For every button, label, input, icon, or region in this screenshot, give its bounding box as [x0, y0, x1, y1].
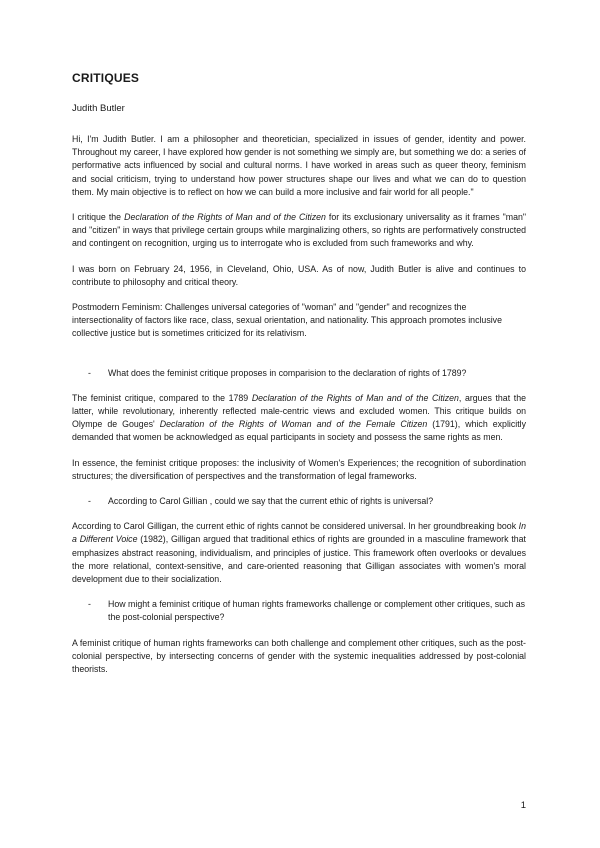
- text-run: for its exclusionary universality as it frames "man" and "citizen" in ways that privilege certain groups while marginalizing others, so rights are performatively constructed and contingent on recognition, urging us to interrogate who is excluded from such frameworks and why.: [72, 212, 526, 249]
- page-content: [72, 71, 526, 676]
- text-run: I critique the: [72, 212, 125, 223]
- biography-paragraph: I was born on February 24, 1956, in Cleveland, Ohio, USA. As of now, Judith Butler is alive and continues to contribute to philosophy and critical theory.: [72, 263, 526, 287]
- book-title: In a Different Voice: [72, 521, 526, 545]
- declaration-critique-paragraph: [72, 211, 526, 251]
- text-run: (1791), which explicitly demanded that women be acknowledged as equal participants in society and possess the same rights as men.: [72, 419, 527, 443]
- question-text: What does the feminist critique proposes in comparision to the declaration of rights of 1789?: [108, 367, 467, 378]
- text-run: , argues that the latter, while revolutionary, inherently reflected male-centric views and excluded women. This critique builds on Olympe de Gouges': [72, 392, 526, 430]
- declaration-woman-title: Declaration of the Rights of Woman and of the Female Citizen: [159, 419, 428, 430]
- bullet-dash: -: [88, 599, 91, 610]
- question-text: According to Carol Gillian , could we say that the current ethic of rights is universal?: [108, 496, 434, 507]
- declaration-title: Declaration of the Rights of Man and of the Citizen: [124, 212, 326, 223]
- question-item: [88, 495, 526, 508]
- question-item: [88, 367, 526, 380]
- page-title: CRITIQUES: [72, 71, 140, 85]
- post-colonial-paragraph: A feminist critique of human rights frameworks can both challenge and complement other critiques, such as the post-colonial perspective, by intersecting concerns of gender with the systemic inequalities addressed by post-colonial theorists.: [72, 637, 526, 675]
- feminist-critique-paragraph: [72, 392, 526, 445]
- author-name: Judith Butler: [72, 103, 125, 114]
- essence-paragraph: In essence, the feminist critique proposes: the inclusivity of Women's Experiences; the recognition of subordination structures; the diversification of perspectives and the transformation of legal frameworks.: [72, 457, 526, 481]
- question-text: How might a feminist critique of human rights frameworks challenge or complement other critiques, such as the post-colonial perspective?: [108, 599, 526, 623]
- declaration-title: Declaration of the Rights of Man and of the Citizen: [251, 392, 459, 403]
- bullet-dash: -: [88, 367, 91, 378]
- text-run: The feminist critique, compared to the 1789: [72, 392, 252, 403]
- question-item: [88, 598, 526, 624]
- text-run: (1982), Gilligan argued that traditional ethics of rights are grounded in a masculine framework that emphasizes abstract reasoning, individualism, and principles of justice. This framework often overlooks or devalues the more relational, context-sensitive, and care-oriented reasoning that Gilligan associates with women's moral development due to their socialization.: [72, 534, 526, 585]
- postmodern-feminism-paragraph: Postmodern Feminism: Challenges universal categories of "woman" and "gender" and recognizes the intersectionality of factors like race, class, sexual orientation, and nationality. This approach promotes inclusive collective justice but is sometimes criticized for its relativism.: [72, 302, 502, 339]
- page-number: 1: [520, 800, 526, 811]
- intro-paragraph: Hi, I'm Judith Butler. I am a philosopher and theoretician, specialized in issues of gender, identity and power. Throughout my career, I have explored how gender is not something we simply are, but something we do: a series of performative acts influenced by social and cultural norms. I have worked in areas such as queer theory, feminism and social criticism, trying to understand how power structures shape our lives and what we can do to question them. My main objective is to reflect on how we can build a more inclusive and fair world for all people.": [72, 134, 526, 197]
- text-run: According to Carol Gilligan, the current ethic of rights cannot be considered universal. In her groundbreaking book: [72, 521, 519, 532]
- bullet-dash: -: [88, 496, 91, 507]
- gilligan-paragraph: [72, 520, 526, 586]
